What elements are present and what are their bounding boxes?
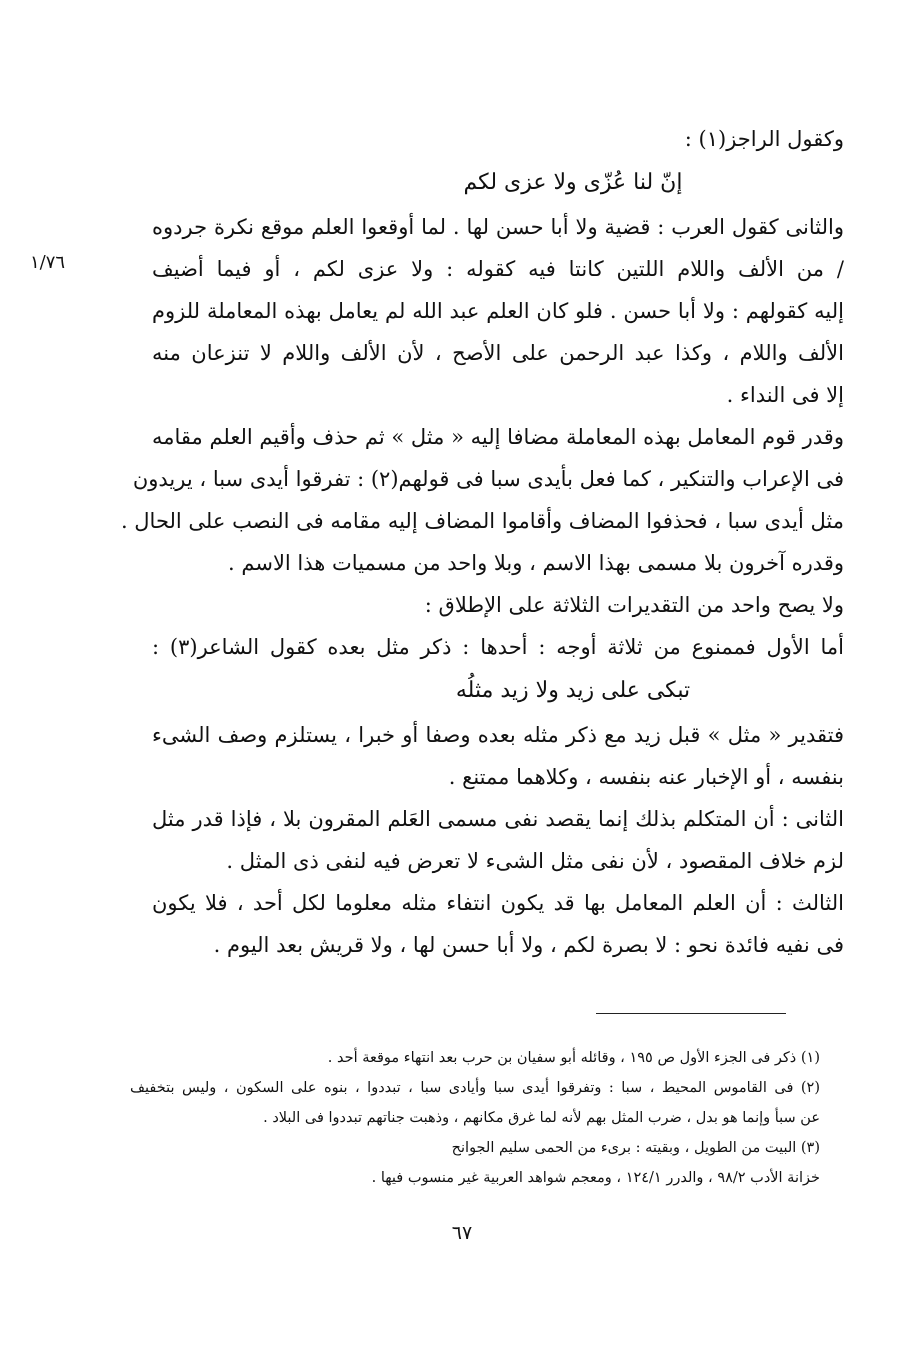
text-line: الثالث : أن العلم المعامل بها قد يكون انتفاء مثله معلوما لكل أحد ، فلا يكون xyxy=(152,891,844,915)
text-line: بنفسه ، أو الإخبار عنه بنفسه ، وكلاهما ممتنع . xyxy=(448,765,844,789)
verse-line: تبكى على زيد ولا زيد مثلُه xyxy=(455,678,691,703)
footnotes xyxy=(130,1043,820,1193)
text-line: وقدر قوم المعامل بهذه المعاملة مضافا إليه « مثل » ثم حذف وأقيم العلم مقامه xyxy=(152,425,844,449)
footnote-divider xyxy=(596,1013,786,1014)
text-line: والثانى كقول العرب : قضية ولا أبا حسن لها . لما أوقعوا العلم موقع نكرة جردوه xyxy=(152,215,844,239)
text-line: / من الألف واللام اللتين كانتا فيه كقوله : ولا عزى لكم ، أو فيما أضيف xyxy=(152,257,844,281)
footnote-line: خزانة الأدب ٩٨/٢ ، والدرر ١٢٤/١ ، ومعجم شواهد العربية غير منسوب فيها . xyxy=(371,1170,820,1186)
text-line: فى الإعراب والتنكير ، كما فعل بأيدى سبا فى قولهم(٢) : تفرقوا أيدى سبا ، يريدون xyxy=(132,467,844,491)
text-line: الثانى : أن المتكلم بذلك إنما يقصد نفى مسمى العَلم المقرون بلا ، فإذا قدر مثل xyxy=(152,807,844,831)
text-line: فتقدير « مثل » قبل زيد مع ذكر مثله بعده وصفا أو خبرا ، يستلزم وصف الشىء xyxy=(152,723,844,747)
footnote-line: عن سبأ وإنما هو بدل ، ضرب المثل بهم لأنه لما غرق مكانهم ، وذهبت جناتهم تبددوا فى البلاد . xyxy=(263,1110,820,1126)
text-line: لزم خلاف المقصود ، لأن نفى مثل الشىء لا تعرض فيه لنفى ذى المثل . xyxy=(226,849,844,873)
margin-reference: ١/٧٦ xyxy=(30,252,66,273)
footnote-line: (٣) البيت من الطويل ، وبقيته : برىء من الحمى سليم الجوانح xyxy=(451,1140,820,1156)
text-line: مثل أيدى سبا ، فحذفوا المضاف وأقاموا المضاف إليه مقامه فى النصب على الحال . xyxy=(120,509,844,533)
text-line: إلا فى النداء . xyxy=(726,383,844,407)
verse-line: إنّ لنا عُزّى ولا عزى لكم xyxy=(463,170,683,195)
text-line: أما الأول فممنوع من ثلاثة أوجه : أحدها : ذكر مثل بعده كقول الشاعر(٣) : xyxy=(152,635,844,659)
text-line: وكقول الراجز(١) : xyxy=(684,127,844,151)
text-line: وقدره آخرون بلا مسمى بهذا الاسم ، وبلا واحد من مسميات هذا الاسم . xyxy=(228,551,844,575)
text-line: إليه كقولهم : ولا أبا حسن . فلو كان العلم عبد الله لم يعامل بهذه المعاملة للزوم xyxy=(152,299,844,323)
main-text xyxy=(120,118,844,966)
footnote-line: (١) ذكر فى الجزء الأول ص ١٩٥ ، وقائله أبو سفيان بن حرب بعد انتهاء موقعة أحد . xyxy=(327,1050,820,1066)
text-line: ولا يصح واحد من التقديرات الثلاثة على الإطلاق : xyxy=(424,593,844,617)
text-line: فى نفيه فائدة نحو : لا بصرة لكم ، ولا أبا حسن لها ، ولا قريش بعد اليوم . xyxy=(213,933,844,957)
text-line: الألف واللام ، وكذا عبد الرحمن على الأصح ، لأن الألف واللام لا تنزعان منه xyxy=(152,341,844,365)
page-number: ٦٧ xyxy=(451,1222,473,1244)
footnote-line: (٢) فى القاموس المحيط ، سبا : وتفرقوا أيدى سبا وأيادى سبا ، تبددوا ، بنوه على السكون ، وليس بتخفيف xyxy=(130,1080,820,1096)
